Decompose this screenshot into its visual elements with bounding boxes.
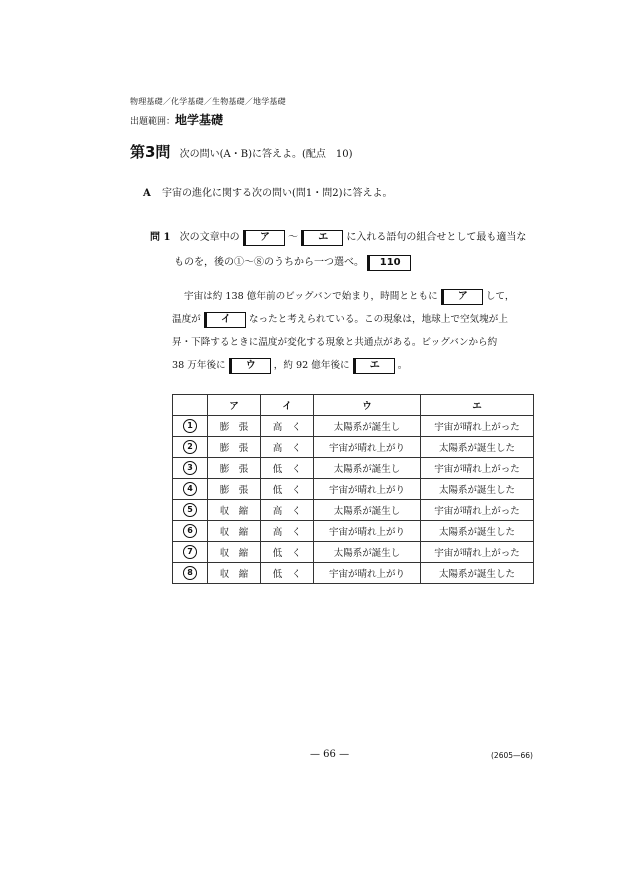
passage-line-3 <box>172 331 542 354</box>
table-cell: 太陽系が誕生した <box>421 437 534 458</box>
page-code: (2605—66) <box>491 751 533 760</box>
passage-blank-i: イ <box>204 312 246 328</box>
passage-line-1 <box>172 285 542 308</box>
passage-text: 温度が <box>172 314 201 325</box>
option-number[interactable]: 2 <box>183 440 197 454</box>
table-row[interactable] <box>173 542 534 563</box>
range-line <box>130 111 223 128</box>
part-a-text: 宇宙の進化に関する次の問い(問1・問2)に答えよ。 <box>161 188 393 199</box>
passage-text: ，約 92 億年後に <box>273 360 350 371</box>
table-header: エ <box>421 395 534 416</box>
option-number-cell <box>173 542 208 563</box>
page-number: — 66 — <box>310 749 350 760</box>
option-number-cell <box>173 479 208 500</box>
table-row[interactable] <box>173 479 534 500</box>
table-header <box>173 395 208 416</box>
table-header-row <box>173 395 534 416</box>
options-table <box>172 394 534 584</box>
range-subject: 地学基礎 <box>175 113 224 127</box>
table-cell: 太陽系が誕生した <box>421 563 534 584</box>
table-cell: 宇宙が晴れ上がった <box>421 500 534 521</box>
table-header: イ <box>261 395 314 416</box>
table-cell: 高 く <box>261 500 314 521</box>
table-cell: 太陽系が誕生し <box>314 542 421 563</box>
table-cell: 宇宙が晴れ上がり <box>314 437 421 458</box>
table-row[interactable] <box>173 458 534 479</box>
passage-blank-u: ウ <box>229 358 271 374</box>
option-number-cell <box>173 500 208 521</box>
option-number-cell <box>173 416 208 437</box>
table-header: ア <box>208 395 261 416</box>
table-cell: 高 く <box>261 521 314 542</box>
table-cell: 太陽系が誕生し <box>314 416 421 437</box>
table-cell: 高 く <box>261 437 314 458</box>
table-cell: 低 く <box>261 479 314 500</box>
option-number-cell <box>173 521 208 542</box>
question-1-line-2 <box>150 250 540 275</box>
table-cell: 膨 張 <box>208 458 261 479</box>
question-number: 第3問 <box>130 143 171 161</box>
blank-box-e: エ <box>301 230 343 246</box>
passage-text: 宇宙は約 138 億年前のビッグバンで始まり，時間とともに <box>184 291 438 302</box>
table-header: ウ <box>314 395 421 416</box>
table-row[interactable] <box>173 563 534 584</box>
part-a-heading <box>143 184 392 199</box>
question-1-label: 問 1 <box>150 232 171 243</box>
table-cell: 太陽系が誕生し <box>314 500 421 521</box>
passage-blank-a: ア <box>441 289 483 305</box>
table-cell: 宇宙が晴れ上がった <box>421 458 534 479</box>
passage-line-2 <box>172 308 542 331</box>
passage-text: 38 万年後に <box>172 360 226 371</box>
table-cell: 低 く <box>261 542 314 563</box>
question-1-text-start: 次の文章中の <box>179 232 240 243</box>
table-cell: 膨 張 <box>208 479 261 500</box>
option-number-cell <box>173 563 208 584</box>
question-instruction: 次の問い(A・B)に答えよ。(配点 10) <box>179 149 353 160</box>
table-cell: 収 縮 <box>208 542 261 563</box>
range-tilde: 〜 <box>288 232 299 243</box>
answer-number-box[interactable]: 110 <box>367 255 411 271</box>
table-cell: 宇宙が晴れ上がり <box>314 563 421 584</box>
option-number[interactable]: 7 <box>183 545 197 559</box>
table-cell: 太陽系が誕生した <box>421 479 534 500</box>
subject-list: 物理基礎／化学基礎／生物基礎／地学基礎 <box>130 97 286 106</box>
table-body <box>173 416 534 584</box>
table-cell: 宇宙が晴れ上がり <box>314 479 421 500</box>
table-cell: 収 縮 <box>208 563 261 584</box>
passage-text: 昇・下降するときに温度が変化する現象と共通点がある。ビッグバンから約 <box>172 337 498 348</box>
passage-text: 。 <box>397 360 408 371</box>
question-heading <box>130 141 353 162</box>
table-cell: 宇宙が晴れ上がった <box>421 542 534 563</box>
table-row[interactable] <box>173 416 534 437</box>
option-number[interactable]: 5 <box>183 503 197 517</box>
question-1-text-mid: に入れる語句の組合せとして最も適当な <box>346 232 527 243</box>
passage-text: して， <box>485 291 515 302</box>
option-number[interactable]: 1 <box>183 419 197 433</box>
passage <box>172 285 542 377</box>
table-cell: 宇宙が晴れ上がり <box>314 521 421 542</box>
table-cell: 低 く <box>261 563 314 584</box>
question-1 <box>150 225 540 275</box>
table-cell: 膨 張 <box>208 437 261 458</box>
table-cell: 低 く <box>261 458 314 479</box>
option-number[interactable]: 4 <box>183 482 197 496</box>
option-number-cell <box>173 458 208 479</box>
option-number[interactable]: 6 <box>183 524 197 538</box>
question-1-line-1 <box>150 225 540 250</box>
passage-blank-e: エ <box>353 358 395 374</box>
passage-text: なったと考えられている。この現象は，地球上で空気塊が上 <box>248 314 508 325</box>
table-row[interactable] <box>173 500 534 521</box>
table-cell: 宇宙が晴れ上がった <box>421 416 534 437</box>
passage-line-4 <box>172 354 542 377</box>
question-1-text-end: ものを，後の①〜⑧のうちから一つ選べ。 <box>174 257 364 268</box>
option-number[interactable]: 3 <box>183 461 197 475</box>
blank-box-a: ア <box>243 230 285 246</box>
range-label: 出題範囲： <box>130 117 176 127</box>
table-row[interactable] <box>173 437 534 458</box>
part-a-label: A <box>143 188 151 199</box>
table-cell: 収 縮 <box>208 500 261 521</box>
option-number[interactable]: 8 <box>183 566 197 580</box>
table-row[interactable] <box>173 521 534 542</box>
table-cell: 太陽系が誕生した <box>421 521 534 542</box>
table-cell: 高 く <box>261 416 314 437</box>
option-number-cell <box>173 437 208 458</box>
table-cell: 太陽系が誕生し <box>314 458 421 479</box>
table-cell: 膨 張 <box>208 416 261 437</box>
table-cell: 収 縮 <box>208 521 261 542</box>
